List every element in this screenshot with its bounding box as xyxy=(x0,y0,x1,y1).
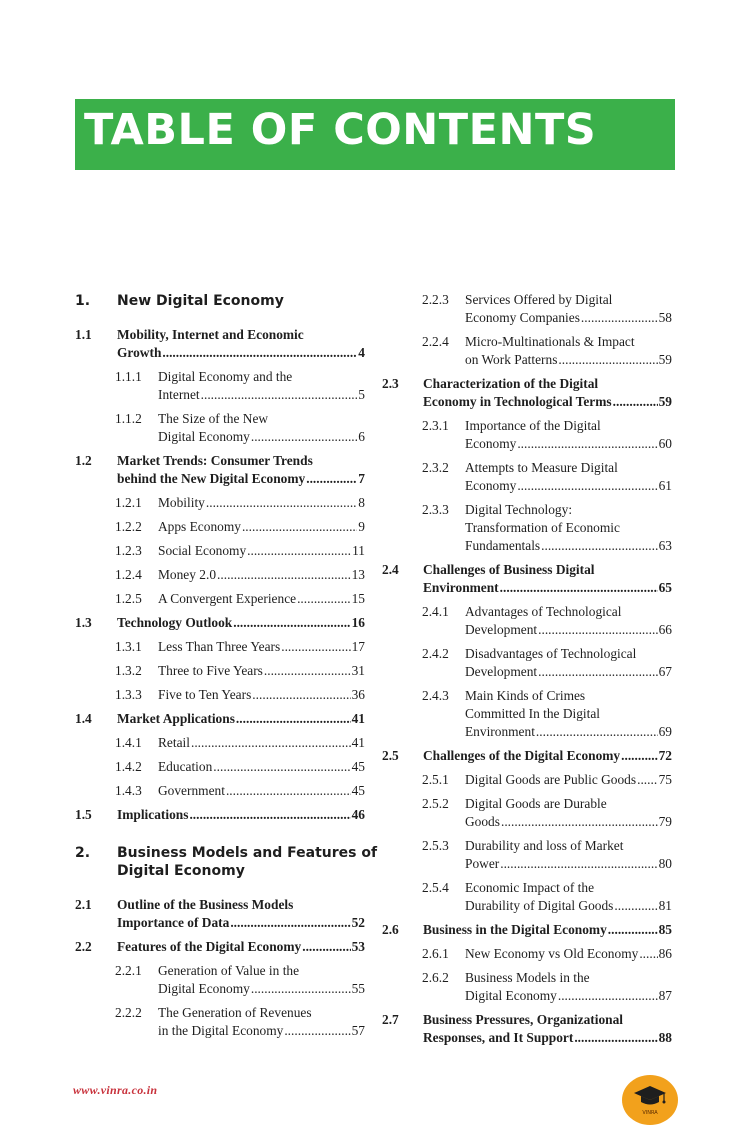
toc-page-number: 61 xyxy=(658,478,672,493)
toc-entry-title: Disadvantages of Technological xyxy=(465,646,637,661)
dot-leader xyxy=(201,386,358,404)
toc-entry-title: Retail xyxy=(158,735,190,750)
graduation-cap-icon xyxy=(633,1084,667,1108)
toc-entry-title: in the Digital Economy xyxy=(158,1023,284,1038)
toc-entry-title: Digital Goods are Durable xyxy=(465,796,607,811)
toc-entry-title: Power xyxy=(465,856,500,871)
toc-entry-title: Business Pressures, Organizational xyxy=(423,1012,624,1027)
toc-entry-title: Digital Economy xyxy=(465,988,557,1003)
toc-entry-number: 2.4.3 xyxy=(422,688,449,703)
toc-entry-title: Digital Economy xyxy=(158,429,250,444)
toc-entry-title: Digital Economy and the xyxy=(158,369,293,384)
toc-entry-number: 1.4.1 xyxy=(115,735,142,750)
toc-entry-title: Development xyxy=(465,664,538,679)
toc-page-number: 7 xyxy=(358,471,365,486)
toc-entry-title: Mobility, Internet and Economic xyxy=(117,327,304,342)
toc-entry-number: 2.5.3 xyxy=(422,838,449,853)
toc-entry-title: Challenges of the Digital Economy xyxy=(423,748,621,763)
toc-entry-title: Economy Companies xyxy=(465,310,580,325)
toc-entry-title: Economy xyxy=(465,436,517,451)
toc-page-number: 5 xyxy=(358,387,365,402)
toc-entry-title: The Generation of Revenues xyxy=(158,1005,312,1020)
dot-leader xyxy=(613,393,658,411)
toc-entry-title: Generation of Value in the xyxy=(158,963,300,978)
dot-leader xyxy=(162,344,357,362)
dot-leader xyxy=(206,494,357,512)
toc-entry-title: Three to Five Years xyxy=(158,663,263,678)
toc-entry-number: 1.1 xyxy=(75,327,92,342)
toc-entry-title: Main Kinds of Crimes xyxy=(465,688,586,703)
toc-entry-number: 2.2.4 xyxy=(422,334,449,349)
dot-leader xyxy=(252,686,350,704)
toc-entry-title: Five to Ten Years xyxy=(158,687,252,702)
graduation-cap-logo xyxy=(622,1075,678,1125)
dot-leader xyxy=(217,566,351,584)
toc-page-number: 41 xyxy=(351,735,365,750)
toc-entry-title: Attempts to Measure Digital xyxy=(465,460,618,475)
toc-entry-number: 2.6.1 xyxy=(422,946,449,961)
toc-entry-title: Less Than Three Years xyxy=(158,639,281,654)
toc-entry-title: A Convergent Experience xyxy=(158,591,297,606)
dot-leader xyxy=(236,710,351,728)
toc-entry-number: 1.4 xyxy=(75,711,92,726)
toc-entry-number: 2.3.3 xyxy=(422,502,449,517)
dot-leader xyxy=(247,542,351,560)
toc-entry-title: New Digital Economy xyxy=(117,293,284,309)
toc-entry-number: 2.5 xyxy=(382,748,399,763)
toc-entry-title: Challenges of Business Digital xyxy=(423,562,595,577)
dot-leader xyxy=(581,309,658,327)
dot-leader xyxy=(608,921,658,939)
toc-entry-title: Importance of the Digital xyxy=(465,418,601,433)
toc-page-number: 87 xyxy=(658,988,672,1003)
toc-entry-number: 1. xyxy=(75,293,91,309)
toc-page-number: 88 xyxy=(658,1030,672,1045)
toc-page-number: 72 xyxy=(658,748,672,763)
toc-entry-title: Business in the Digital Economy xyxy=(423,922,607,937)
toc-entry-number: 1.3.2 xyxy=(115,663,142,678)
toc-page-number: 15 xyxy=(351,591,365,606)
toc-page-number: 17 xyxy=(351,639,365,654)
toc-entry-title: Features of the Digital Economy xyxy=(117,939,302,954)
toc-entry-number: 1.3.3 xyxy=(115,687,142,702)
toc-entry-number: 2.2.1 xyxy=(115,963,142,978)
toc-entry-title: Goods xyxy=(465,814,500,829)
toc-entry-title: Advantages of Technological xyxy=(465,604,622,619)
toc-entry-title: Market Trends: Consumer Trends xyxy=(117,453,313,468)
toc-entry-number: 2.3.2 xyxy=(422,460,449,475)
toc-entry-title: Environment xyxy=(423,580,499,595)
dot-leader xyxy=(500,579,658,597)
toc-entry-number: 1.3 xyxy=(75,615,92,630)
dot-leader xyxy=(500,855,657,873)
toc-entry-title: Social Economy xyxy=(158,543,247,558)
toc-entry-number: 2.5.1 xyxy=(422,772,449,787)
toc-entry-title: Digital Goods are Public Goods xyxy=(465,772,637,787)
toc-entry-number: 2.6 xyxy=(382,922,399,937)
toc-entry-title: Education xyxy=(158,759,213,774)
logo-label: VINRA xyxy=(642,1110,658,1116)
toc-entry-title: Responses, and It Support xyxy=(423,1030,574,1045)
toc-entry-number: 1.2.3 xyxy=(115,543,142,558)
toc-page-number: 60 xyxy=(658,436,672,451)
toc-page-number: 13 xyxy=(351,567,365,582)
toc-entry-title: on Work Patterns xyxy=(465,352,558,367)
dot-leader xyxy=(302,938,350,956)
toc-entry-title: Committed In the Digital xyxy=(465,706,601,721)
toc-page-number: 80 xyxy=(658,856,672,871)
toc-entry-number: 1.2.2 xyxy=(115,519,142,534)
toc-entry-number: 2.3.1 xyxy=(422,418,449,433)
toc-page-number: 75 xyxy=(658,772,672,787)
dot-leader xyxy=(233,614,350,632)
toc-entry-title: Durability and loss of Market xyxy=(465,838,624,853)
dot-leader xyxy=(242,518,357,536)
dot-leader xyxy=(637,771,658,789)
page-title: TABLE OF CONTENTS xyxy=(84,105,597,155)
toc-entry-number: 1.4.2 xyxy=(115,759,142,774)
toc-page-number: 58 xyxy=(658,310,672,325)
toc-entry-number: 2.4 xyxy=(382,562,399,577)
dot-leader xyxy=(191,734,351,752)
toc-page-number: 55 xyxy=(351,981,365,996)
toc-page-number: 41 xyxy=(351,711,365,726)
toc-entry-title: Economy in Technological Terms xyxy=(423,394,612,409)
toc-entry-title: Environment xyxy=(465,724,535,739)
toc-entry-number: 1.4.3 xyxy=(115,783,142,798)
toc-entry-number: 2.2 xyxy=(75,939,92,954)
toc-entry-number: 1.3.1 xyxy=(115,639,142,654)
toc-entry-number: 1.1.1 xyxy=(115,369,142,384)
toc-page-number: 66 xyxy=(658,622,672,637)
dot-leader xyxy=(538,621,657,639)
toc-entry-title: Market Applications xyxy=(117,711,235,726)
toc-entry-title: The Size of the New xyxy=(158,411,269,426)
toc-entry-title: Outline of the Business Models xyxy=(117,897,294,912)
dot-leader xyxy=(536,723,658,741)
dot-leader xyxy=(189,806,350,824)
toc-entry-title: Transformation of Economic xyxy=(465,520,620,535)
toc-page-number: 67 xyxy=(658,664,672,679)
toc-page-number: 31 xyxy=(351,663,365,678)
toc-entry-number: 1.2.5 xyxy=(115,591,142,606)
toc-entry-title: Government xyxy=(158,783,225,798)
toc-page-number: 53 xyxy=(351,939,365,954)
dot-leader xyxy=(251,980,351,998)
dot-leader xyxy=(251,428,357,446)
toc-entry-number: 2.5.4 xyxy=(422,880,449,895)
dot-leader xyxy=(284,1022,350,1040)
toc-entry-title: New Economy vs Old Economy xyxy=(465,946,639,961)
toc-page-number: 11 xyxy=(352,543,365,558)
toc-page-number: 8 xyxy=(358,495,365,510)
toc-entry-title: Fundamentals xyxy=(465,538,541,553)
toc-entry-title: Characterization of the Digital xyxy=(423,376,599,391)
dot-leader xyxy=(297,590,351,608)
dot-leader xyxy=(541,537,657,555)
toc-entry-number: 1.2 xyxy=(75,453,92,468)
title-banner xyxy=(75,99,675,170)
toc-page-number: 45 xyxy=(351,759,365,774)
dot-leader xyxy=(264,662,351,680)
toc-page-number: 65 xyxy=(658,580,672,595)
toc-entry-title: Implications xyxy=(117,807,189,822)
dot-leader xyxy=(558,351,657,369)
toc-entry-title: Business Models in the xyxy=(465,970,590,985)
toc-entry-number: 2.1 xyxy=(75,897,92,912)
dot-leader xyxy=(281,638,350,656)
dot-leader xyxy=(517,435,657,453)
toc-page-number: 81 xyxy=(658,898,672,913)
toc-entry-title: Digital Economy xyxy=(158,981,250,996)
dot-leader xyxy=(501,813,658,831)
dot-leader xyxy=(213,758,350,776)
toc-entry-number: 2.2.3 xyxy=(422,292,449,307)
toc-page-number: 36 xyxy=(351,687,365,702)
toc-page-number: 52 xyxy=(351,915,365,930)
toc-entry-title: Economic Impact of the xyxy=(465,880,595,895)
toc-entry-number: 1.5 xyxy=(75,807,92,822)
toc-entry-number: 2.2.2 xyxy=(115,1005,142,1020)
toc-page-number: 45 xyxy=(351,783,365,798)
toc-entry-title: Business Models and Features of xyxy=(117,845,378,861)
dot-leader xyxy=(614,897,657,915)
dot-leader xyxy=(226,782,351,800)
toc-entry-title: Economy xyxy=(465,478,517,493)
toc-page-number: 4 xyxy=(358,345,365,360)
toc-entry-number: 2.6.2 xyxy=(422,970,449,985)
dot-leader xyxy=(230,914,350,932)
toc-page-number: 9 xyxy=(358,519,365,534)
dot-leader xyxy=(621,747,657,765)
toc-entry-title: Micro-Multinationals & Impact xyxy=(465,334,635,349)
toc-entry-number: 2.5.2 xyxy=(422,796,449,811)
dot-leader xyxy=(538,663,657,681)
toc-entry-number: 1.1.2 xyxy=(115,411,142,426)
toc-entry-title: Internet xyxy=(158,387,200,402)
toc-entry-number: 2.3 xyxy=(382,376,399,391)
toc-page-number: 63 xyxy=(658,538,672,553)
toc-entry-number: 2.4.2 xyxy=(422,646,449,661)
toc-entry-title: Importance of Data xyxy=(117,915,230,930)
toc-entry-title: Technology Outlook xyxy=(117,615,233,630)
toc-page-number: 57 xyxy=(351,1023,365,1038)
toc-page-number: 46 xyxy=(351,807,365,822)
dot-leader xyxy=(574,1029,657,1047)
toc-entry-number: 1.2.1 xyxy=(115,495,142,510)
toc-entry-number: 2.7 xyxy=(382,1012,399,1027)
dot-leader xyxy=(517,477,657,495)
toc-entry-title: Development xyxy=(465,622,538,637)
toc-page-number: 59 xyxy=(658,394,672,409)
toc-entry-title: Services Offered by Digital xyxy=(465,292,613,307)
toc-entry-title: Growth xyxy=(117,345,162,360)
footer-url[interactable]: www.vinra.co.in xyxy=(73,1083,158,1097)
toc-entry-title: Digital Technology: xyxy=(465,502,573,517)
toc-page-number: 86 xyxy=(658,946,672,961)
toc-entry-title: behind the New Digital Economy xyxy=(117,471,306,486)
dot-leader xyxy=(639,945,657,963)
toc-entry-number: 2. xyxy=(75,845,91,861)
toc-page-number: 16 xyxy=(351,615,365,630)
toc-page-number: 85 xyxy=(658,922,672,937)
toc-entry-title: Mobility xyxy=(158,495,205,510)
toc-page-number: 79 xyxy=(658,814,672,829)
toc-page-number: 69 xyxy=(658,724,672,739)
dot-leader xyxy=(558,987,658,1005)
toc-entry-title: Digital Economy xyxy=(117,863,245,879)
toc-page-number: 59 xyxy=(658,352,672,367)
toc-entry-title: Money 2.0 xyxy=(158,567,217,582)
dot-leader xyxy=(306,470,357,488)
toc-page-number: 6 xyxy=(358,429,365,444)
toc-entry-title: Durability of Digital Goods xyxy=(465,898,614,913)
toc-entry-title: Apps Economy xyxy=(158,519,241,534)
toc-entry-number: 2.4.1 xyxy=(422,604,449,619)
toc-entry-number: 1.2.4 xyxy=(115,567,142,582)
